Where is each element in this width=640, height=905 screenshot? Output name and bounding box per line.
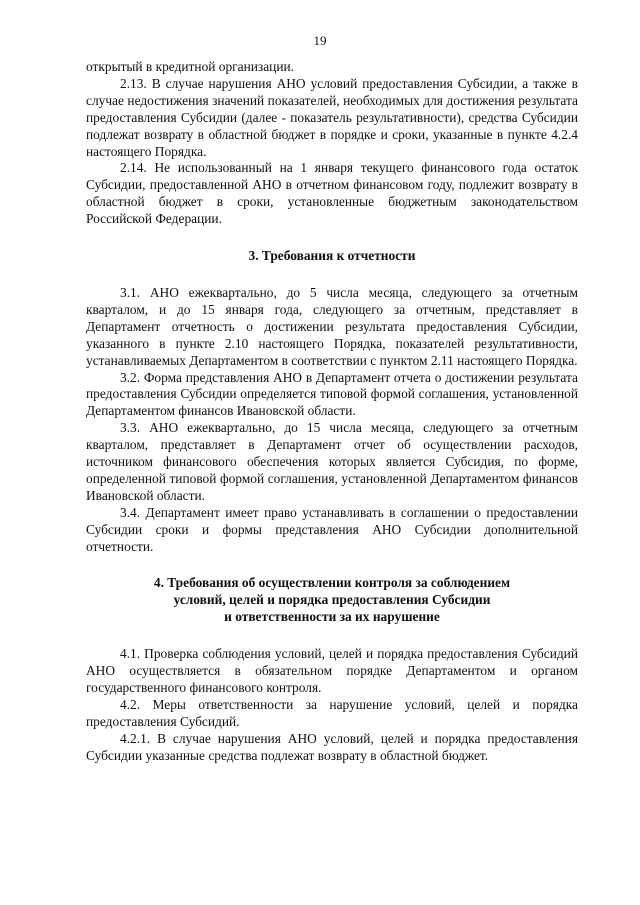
paragraph-3-3: 3.3. АНО ежеквартально, до 15 числа месяца, следующего за отчетным кварталом, представляет в Департамент отчет об осуществлении расходов, источником финансового обеспечения которых является Субсидия, по форме, определенной типовой формой соглашения, установленной Департаментом финансов Ивановской области.	[86, 420, 578, 503]
paragraph-3-1: 3.1. АНО ежеквартально, до 5 числа месяца, следующего за отчетным кварталом, и до 15 января года, следующего за отчетным, представляет в Департамент отчетность о достижении результата предоставления Субсидии, указанного в пункте 2.10 настоящего Порядка, показателей результативности, устанавливаемых Департаментом в соответствии с пунктом 2.11 настоящего Порядка.	[86, 284, 578, 368]
paragraph-3-4: 3.4. Департамент имеет право устанавливать в соглашении о предоставлении Субсидии сроки и формы представления АНО Субсидии дополнительной отчетности.	[86, 504, 578, 554]
page-number: 19	[313, 33, 327, 48]
section-4-heading	[86, 575, 578, 626]
paragraph-2-13: 2.13. В случае нарушения АНО условий предоставления Субсидии, а также в случае недостижения значений показателей, необходимых для достижения результата предоставления Субсидии (далее - показатель результативности), средства Субсидии подлежат возврату в областной бюджет в порядке и сроки, указанные в пункте 4.2.4 настоящего Порядка.	[86, 75, 578, 159]
paragraph-4-2: 4.2. Меры ответственности за нарушение условий, целей и порядка предоставления Субсидий.	[86, 696, 578, 729]
section-4-heading-line: 4. Требования об осуществлении контроля за соблюдением	[153, 575, 511, 591]
paragraph-continuation: открытый в кредитной организации.	[86, 59, 295, 74]
section-3-heading: 3. Требования к отчетности	[248, 248, 416, 264]
document-body	[86, 59, 578, 765]
paragraph-2-14: 2.14. Не использованный на 1 января текущего финансового года остаток Субсидии, предоставленной АНО в отчетном финансовом году, подлежит возврату в областной бюджет в сроки, установленные бюджетным законодательством Российской Федерации.	[86, 160, 578, 227]
section-4-heading-line: и ответственности за их нарушение	[224, 609, 440, 625]
section-4-heading-line: условий, целей и порядка предоставления Субсидии	[173, 592, 491, 608]
paragraph-4-2-1: 4.2.1. В случае нарушения АНО условий, целей и порядка предоставления Субсидии указанные средства подлежат возврату в областной бюджет.	[86, 730, 578, 763]
paragraph-4-1: 4.1. Проверка соблюдения условий, целей и порядка предоставления Субсидий АНО осуществляется в обязательном порядке Департаментом и органом государственного финансового контроля.	[86, 646, 578, 695]
paragraph-3-2: 3.2. Форма представления АНО в Департамент отчета о достижении результата предоставления Субсидии определяется типовой формой соглашения, установленной Департаментом финансов Ивановской области.	[86, 369, 578, 419]
